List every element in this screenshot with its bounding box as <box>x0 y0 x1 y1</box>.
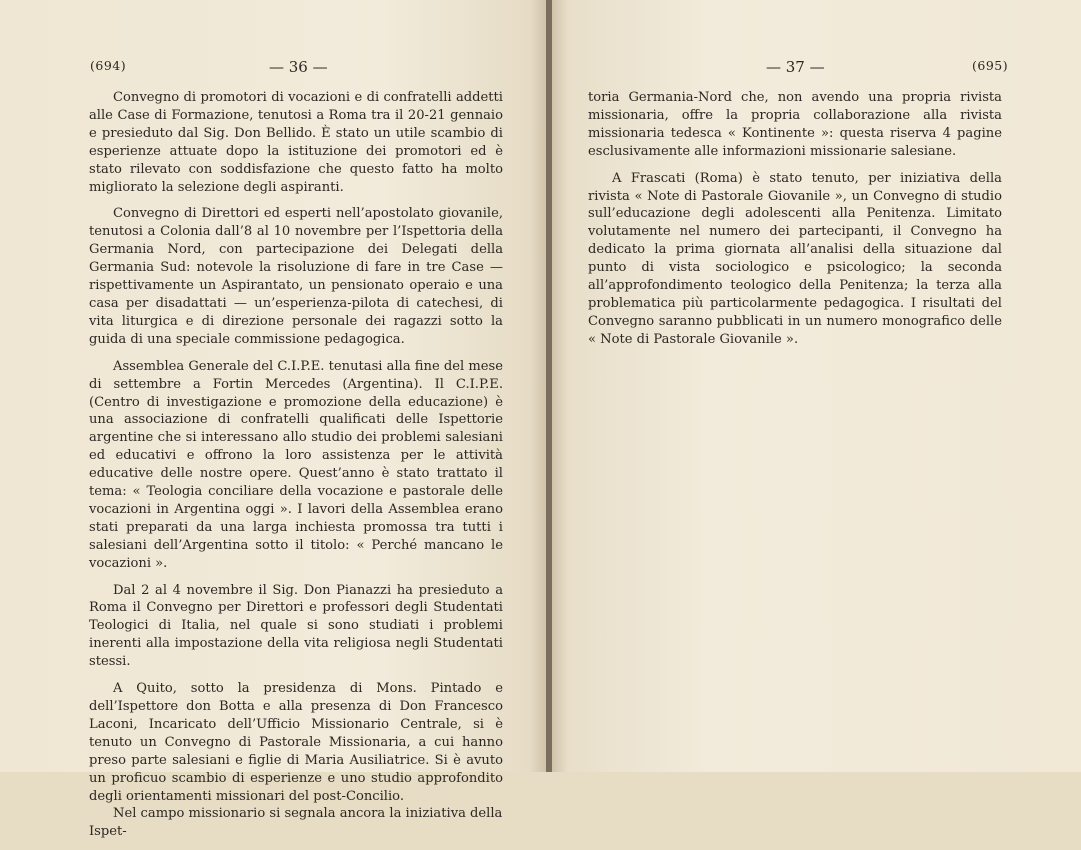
left-paragraph-6: Nel campo missionario si segnala ancora la iniziativa della Ispet- <box>89 806 503 840</box>
right-page <box>552 0 1081 772</box>
left-paragraph-3: Assemblea Generale del C.I.P.E. tenutasi alla fine del mese di settembre a Fortin Mercedes (Argentina). Il C.I.P.E. (Centro di investigazione e promozione della educazione) è una associazione di confratelli qualificati delle Ispettorie argentine che si interessano allo studio dei problemi salesiani ed educativi e offrono la loro assistenza per le attività educative delle nostre opere. Quest’anno è stato trattato il tema: « Teologia conciliare della vocazione e pastorale delle vocazioni in Argentina oggi ». I lavori della Assemblea erano stati preparati da una larga inchiesta promossa tra tutti i salesiani dell’Argentina sotto il titolo: « Perché mancano le vocazioni ». <box>89 358 503 571</box>
left-running-number: (694) <box>90 58 127 73</box>
left-paragraph-2: Convegno di Direttori ed esperti nell’apostolato giovanile, tenutosi a Colonia dall’8 al 10 novembre per l’Ispettoria della Germania Nord, con partecipazione dei Delegati della Germania Sud: notevole la risoluzione di fare in tre Case — rispettivamente un Aspirantato, un pensionato operaio e una casa per disadattati — un’esperienza-pilota di catechesi, di vita liturgica e di direzione personale dei ragazzi sotto la guida di una speciale commissione pedagogica. <box>89 206 503 347</box>
right-folio: — 37 — <box>766 58 825 76</box>
left-body-text <box>89 89 503 850</box>
left-page <box>0 0 546 840</box>
right-running-number: (695) <box>972 58 1009 73</box>
left-paragraph-4: Dal 2 al 4 novembre il Sig. Don Pianazzi ha presieduto a Roma il Convegno per Direttori e professori degli Studentati Teologici di Italia, nel quale si sono studiati i problemi inerenti alla impostazione della vita religiosa negli Studentati stessi. <box>89 582 503 670</box>
left-folio: — 36 — <box>269 58 328 76</box>
right-body-text <box>588 89 1002 358</box>
right-paragraph-2: A Frascati (Roma) è stato tenuto, per iniziativa della rivista « Note di Pastorale Giovanile », un Convegno di studio sull’educazione degli adolescenti alla Penitenza. Limitato volutamente nel numero dei partecipanti, il Convegno ha dedicato la prima giornata all’analisi della situazione dal punto di vista sociologico e psicologico; la seconda all’approfondimento teologico della Penitenza; la terza alla problematica più particolarmente pedagogica. I risultati del Convegno saranno pubblicati in un numero monografico delle « Note di Pastorale Giovanile ». <box>588 170 1002 347</box>
left-paragraph-1: Convegno di promotori di vocazioni e di confratelli addetti alle Case di Formazione, tenutosi a Roma tra il 20-21 gennaio e presieduto dal Sig. Don Bellido. È stato un utile scambio di esperienze attuate dopo la istituzione dei promotori ed è stato rilevato con soddisfazione che questo fatto ha molto migliorato la selezione degli aspiranti. <box>89 90 503 195</box>
right-paragraph-1: toria Germania-Nord che, non avendo una propria rivista missionaria, offre la propria collaborazione alla rivista missionaria tedesca « Kontinente »: questa riserva 4 pagine esclusivamente alle informazioni missionarie salesiane. <box>588 90 1002 159</box>
left-paragraph-5: A Quito, sotto la presidenza di Mons. Pintado e dell’Ispettore don Botta e alla presenza di Don Francesco Laconi, Incaricato dell’Ufficio Missionario Centrale, si è tenuto un Convegno di Pastorale Missionaria, a cui hanno preso parte salesiani e figlie di Maria Ausiliatrice. Si è avuto un proficuo scambio di esperienze e uno studio approfondito degli orientamenti missionari del post-Concilio. <box>89 681 503 804</box>
